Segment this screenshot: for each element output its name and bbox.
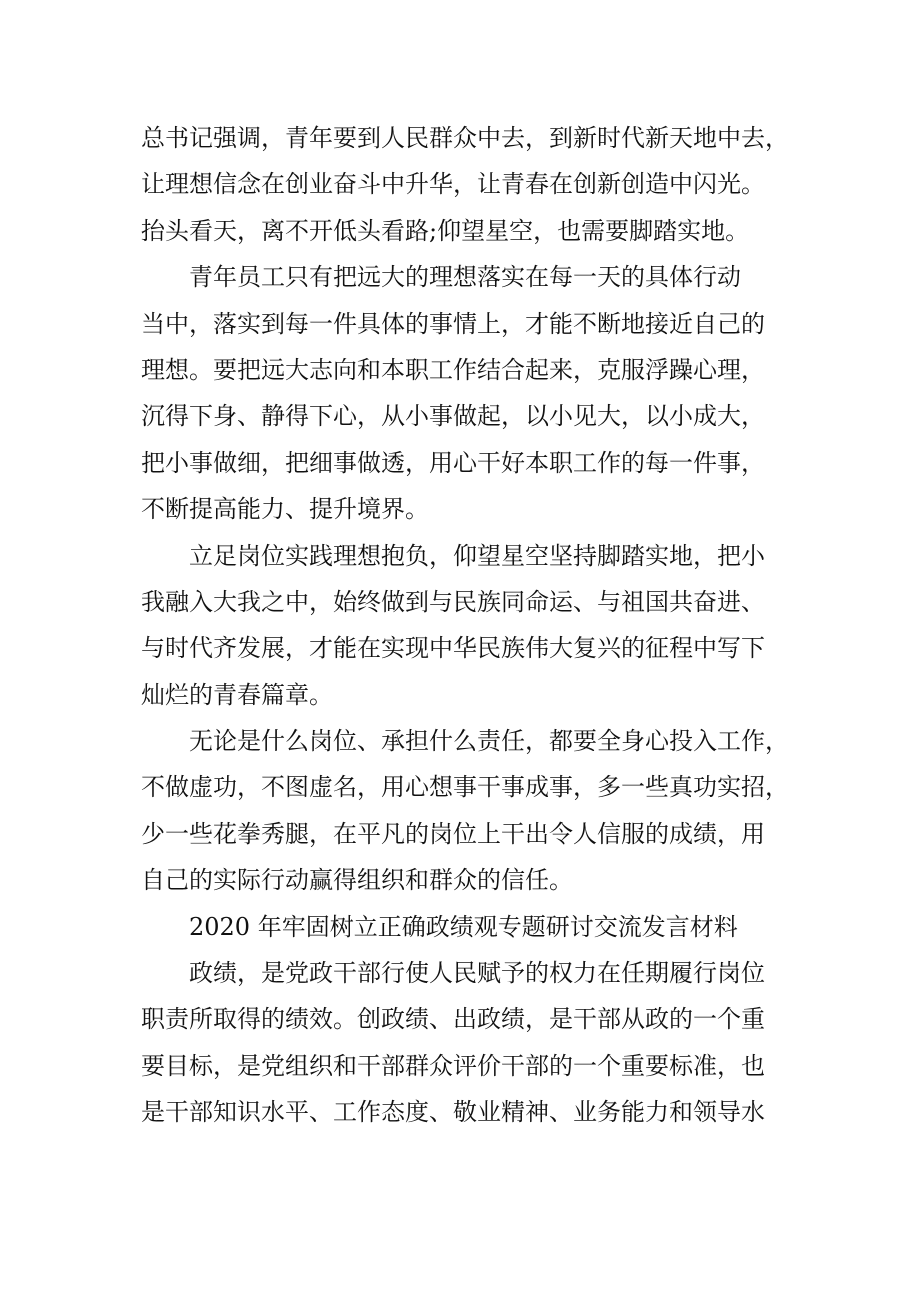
text-line: 把小事做细，把细事做透，用心干好本职工作的每一件事， xyxy=(141,448,765,477)
document-body xyxy=(141,115,801,1136)
text-line: 灿烂的青春篇章。 xyxy=(141,680,333,709)
text-line: 抬头看天，离不开低头看路;仰望星空，也需要脚踏实地。 xyxy=(141,216,750,245)
text-line: 与时代齐发展，才能在实现中华民族伟大复兴的征程中写下 xyxy=(141,634,765,663)
text-line: 当中，落实到每一件具体的事情上，才能不断地接近自己的 xyxy=(141,309,765,338)
text-line: 立足岗位实践理想抱负，仰望星空坚持脚踏实地，把小 xyxy=(189,541,765,570)
text-line: 是干部知识水平、工作态度、敬业精神、业务能力和领导水 xyxy=(141,1098,765,1127)
text-line: 总书记强调，青年要到人民群众中去，到新时代新天地中去， xyxy=(141,124,789,152)
text-line: 沉得下身、静得下心，从小事做起，以小见大，以小成大， xyxy=(141,402,765,431)
text-line: 青年员工只有把远大的理想落实在每一天的具体行动 xyxy=(189,263,741,292)
text-line: 职责所取得的绩效。创政绩、出政绩，是干部从政的一个重 xyxy=(141,1005,765,1034)
text-line: 要目标，是党组织和干部群众评价干部的一个重要标准，也 xyxy=(141,1051,765,1080)
text-line: 少一些花拳秀腿，在平凡的岗位上干出令人信服的成绩，用 xyxy=(141,819,765,848)
text-line: 我融入大我之中，始终做到与民族同命运、与祖国共奋进、 xyxy=(141,587,765,616)
text-line: 自己的实际行动赢得组织和群众的信任。 xyxy=(141,866,573,895)
text-line: 让理想信念在创业奋斗中升华，让青春在创新创造中闪光。 xyxy=(141,170,765,199)
text-line: 无论是什么岗位、承担什么责任，都要全身心投入工作， xyxy=(189,727,789,756)
text-line: 理想。要把远大志向和本职工作结合起来，克服浮躁心理， xyxy=(141,355,765,384)
text-line: 不断提高能力、提升境界。 xyxy=(141,495,429,524)
text-line: 2020 年牢固树立正确政绩观专题研讨交流发言材料 xyxy=(189,912,738,941)
text-line: 政绩，是党政干部行使人民赋予的权力在任期履行岗位 xyxy=(189,959,765,988)
text-line: 不做虚功，不图虚名，用心想事干事成事，多一些真功实招， xyxy=(141,773,789,802)
